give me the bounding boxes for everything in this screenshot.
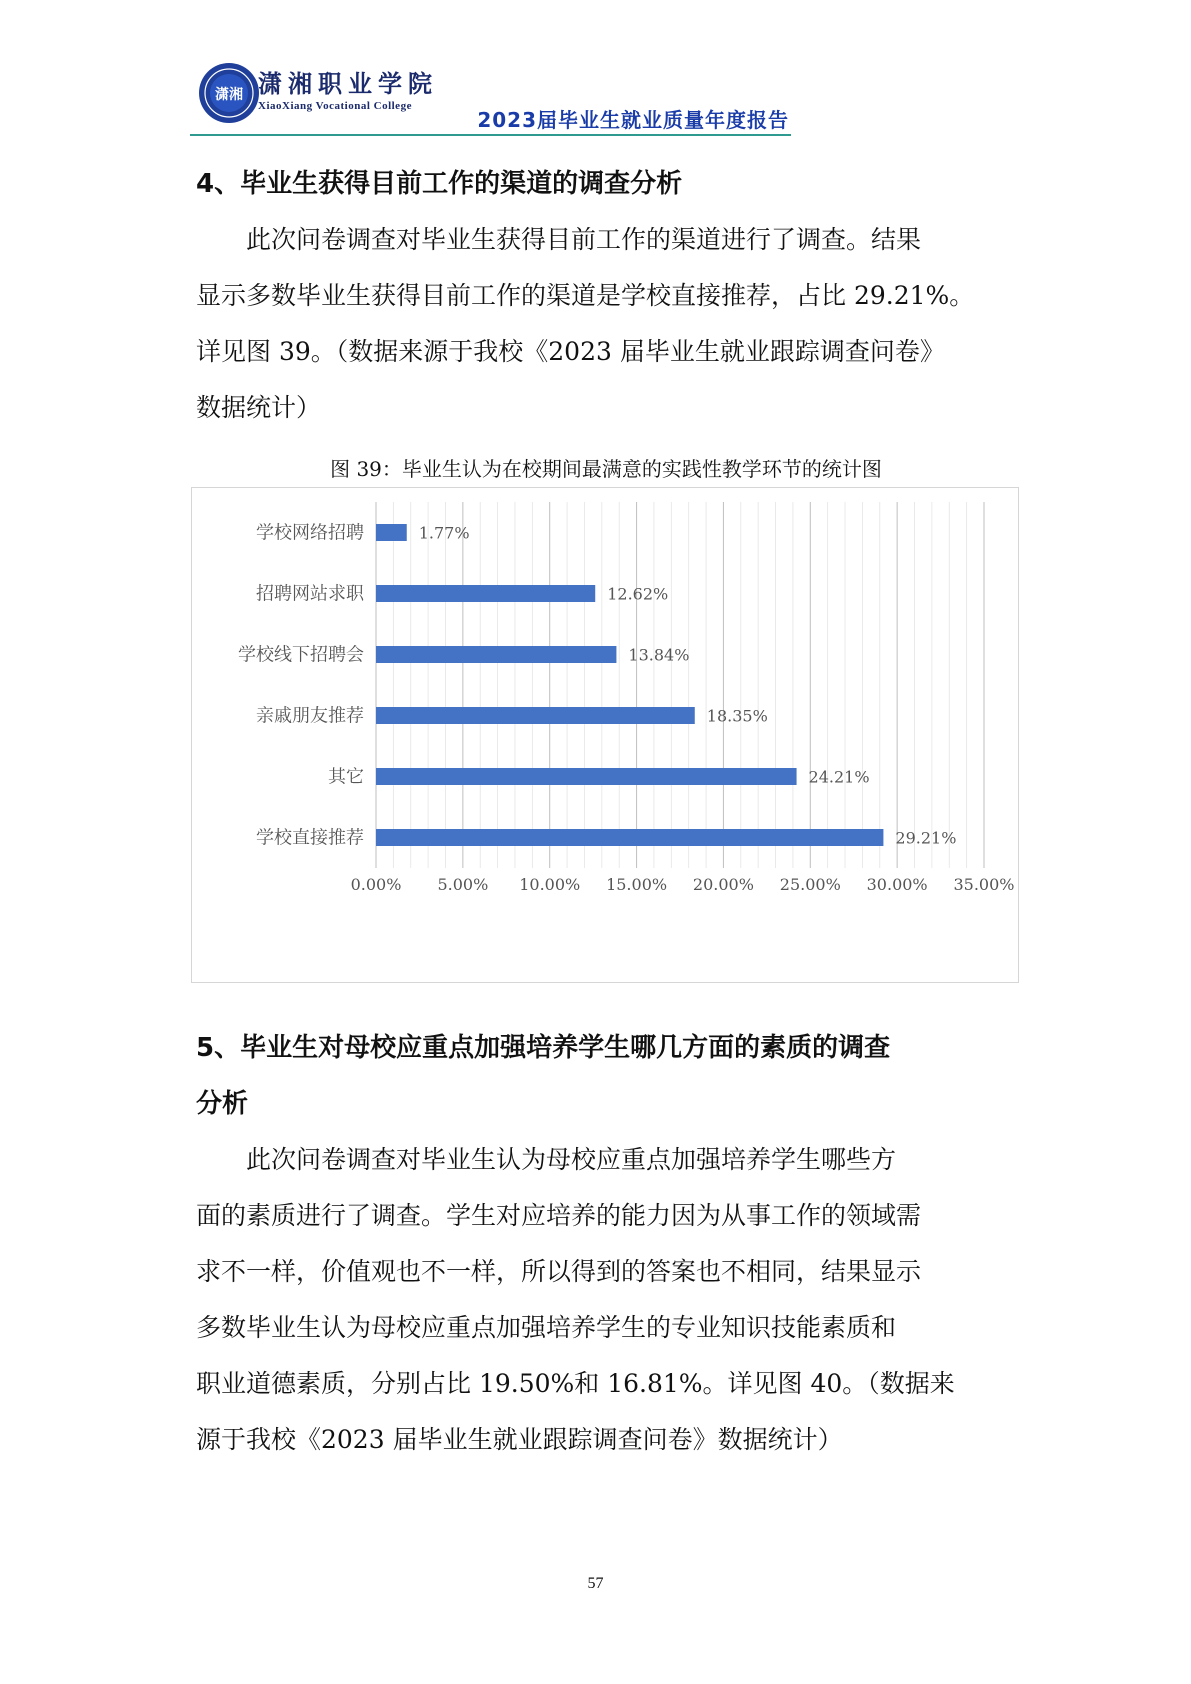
bar	[376, 768, 797, 785]
figure-caption: 图 39：毕业生认为在校期间最满意的实践性教学环节的统计图	[330, 457, 882, 481]
data-label: 13.84%	[628, 645, 690, 665]
bar-chart-svg	[192, 488, 1018, 982]
bar-chart	[191, 487, 1019, 983]
x-tick-label: 0.00%	[350, 875, 402, 894]
para-line: 显示多数毕业生获得目前工作的渠道是学校直接推荐，占比 29.21%。	[196, 281, 975, 310]
x-tick-label: 15.00%	[606, 875, 668, 894]
header-rule	[190, 134, 791, 136]
section5-heading-line: 5、毕业生对母校应重点加强培养学生哪几方面的素质的调查	[196, 1033, 891, 1063]
page-number: 57	[587, 1575, 604, 1592]
bar	[376, 829, 883, 846]
college-logo	[198, 62, 260, 124]
category-label: 学校网络招聘	[256, 522, 364, 544]
section5-heading	[196, 1020, 1016, 1132]
para-line: 详见图 39。（数据来源于我校《2023 届毕业生就业跟踪调查问卷》	[196, 337, 945, 366]
category-label: 亲戚朋友推荐	[256, 705, 364, 727]
section4-paragraph	[196, 212, 1016, 436]
x-tick-label: 35.00%	[953, 875, 1015, 894]
para-line: 此次问卷调查对毕业生认为母校应重点加强培养学生哪些方	[196, 1145, 897, 1174]
section4-heading: 4、毕业生获得目前工作的渠道的调查分析	[196, 169, 683, 199]
bar	[376, 585, 595, 602]
category-label: 招聘网站求职	[256, 583, 364, 605]
school-name-en: XiaoXiang Vocational College	[258, 100, 412, 112]
category-label: 其它	[328, 766, 364, 788]
section5-heading-line: 分析	[196, 1089, 249, 1119]
logo-text: 潇湘	[215, 87, 243, 103]
section5-paragraph	[196, 1132, 1016, 1468]
x-tick-label: 25.00%	[779, 875, 841, 894]
bar	[376, 524, 407, 541]
para-line: 求不一样，价值观也不一样，所以得到的答案也不相同，结果显示	[196, 1257, 922, 1286]
page-header	[190, 58, 791, 138]
x-tick-label: 20.00%	[692, 875, 754, 894]
para-line: 职业道德素质，分别占比 19.50%和 16.81%。详见图 40。（数据来	[196, 1369, 955, 1398]
data-label: 12.62%	[607, 584, 669, 604]
para-line: 多数毕业生认为母校应重点加强培养学生的专业知识技能素质和	[196, 1313, 897, 1342]
data-label: 29.21%	[895, 828, 957, 848]
bar	[376, 707, 695, 724]
para-line: 源于我校《2023 届毕业生就业跟踪调查问卷》数据统计）	[196, 1425, 843, 1454]
bar	[376, 646, 616, 663]
para-line: 此次问卷调查对毕业生获得目前工作的渠道进行了调查。结果	[196, 225, 922, 254]
category-label: 学校直接推荐	[256, 827, 364, 849]
data-label: 1.77%	[418, 523, 470, 543]
x-tick-label: 10.00%	[519, 875, 581, 894]
para-line: 数据统计）	[196, 393, 322, 422]
report-title: 2023届毕业生就业质量年度报告	[477, 108, 789, 132]
x-tick-label: 5.00%	[437, 875, 489, 894]
category-label: 学校线下招聘会	[238, 644, 364, 666]
x-tick-label: 30.00%	[866, 875, 928, 894]
school-name-cn: 潇湘职业学院	[258, 69, 438, 98]
data-label: 18.35%	[706, 706, 768, 726]
data-label: 24.21%	[808, 767, 870, 787]
para-line: 面的素质进行了调查。学生对应培养的能力因为从事工作的领域需	[196, 1201, 922, 1230]
